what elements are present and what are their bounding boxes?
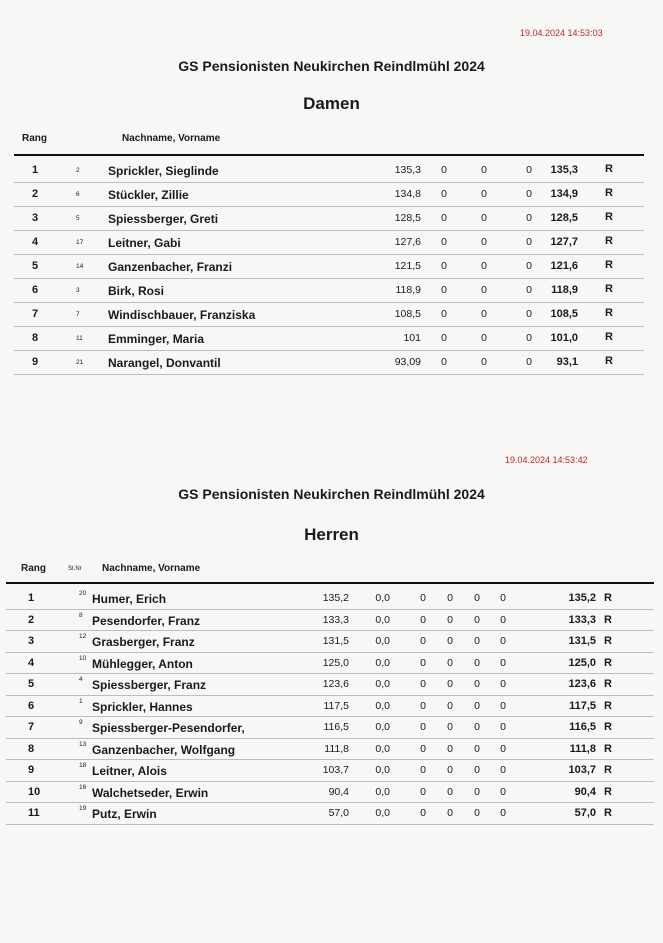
cell-zero: 0 <box>447 699 453 712</box>
cell-deduction: 0,0 <box>375 785 390 798</box>
cell-total: 131,5 <box>568 635 596 647</box>
cell-zero: 0 <box>500 678 506 690</box>
cell-zero: 0 <box>481 284 487 296</box>
cell-name: Spiessberger-Pesendorfer, <box>92 721 245 735</box>
cell-zero: 0 <box>500 721 506 733</box>
cell-start-no: 19 <box>79 805 87 812</box>
cell-start-no: 17 <box>76 239 84 246</box>
cell-zero: 0 <box>526 332 532 344</box>
cell-zero: 0 <box>420 742 426 755</box>
table-row <box>6 630 654 653</box>
cell-start-no: 3 <box>76 287 80 294</box>
herren-table <box>6 587 654 827</box>
damen-header-rule <box>14 154 644 156</box>
cell-rank: 5 <box>28 678 35 690</box>
cell-total: 101,0 <box>550 332 578 344</box>
cell-zero: 0 <box>447 678 453 690</box>
cell-total: 93,1 <box>556 356 578 368</box>
cell-deduction: 0,0 <box>375 742 390 755</box>
table-row <box>6 738 654 761</box>
cell-name: Mühlegger, Anton <box>92 656 193 671</box>
cell-zero: 0 <box>474 742 480 755</box>
cell-total: 125,0 <box>568 656 596 669</box>
cell-total: 117,5 <box>569 699 596 712</box>
cell-start-no: 18 <box>79 762 87 769</box>
cell-name: Ganzenbacher, Franzi <box>108 260 233 274</box>
cell-total: 103,7 <box>568 764 596 776</box>
cell-start-no: 14 <box>76 263 84 270</box>
cell-zero: 0 <box>447 764 453 776</box>
cell-score: 103,7 <box>322 764 349 776</box>
cell-start-no: 4 <box>79 676 83 683</box>
cell-flag: R <box>605 307 613 319</box>
cell-zero: 0 <box>526 308 532 320</box>
cell-zero: 0 <box>447 592 453 604</box>
cell-zero: 0 <box>500 742 506 755</box>
cell-total: 90,4 <box>574 785 596 798</box>
herren-col-name: Nachname, Vorname <box>102 563 201 574</box>
cell-rank: 8 <box>32 332 39 344</box>
cell-total: 108,5 <box>550 308 578 320</box>
cell-rank: 6 <box>28 699 35 712</box>
cell-zero: 0 <box>420 678 426 690</box>
cell-zero: 0 <box>526 212 532 224</box>
cell-rank: 4 <box>28 656 35 669</box>
cell-zero: 0 <box>420 807 426 819</box>
table-row <box>14 182 644 207</box>
cell-rank: 6 <box>32 284 39 296</box>
cell-zero: 0 <box>474 592 480 604</box>
cell-total: 121,6 <box>550 260 578 272</box>
cell-start-no: 6 <box>76 191 80 198</box>
cell-score: 90,4 <box>328 785 349 798</box>
cell-zero: 0 <box>526 284 532 296</box>
cell-zero: 0 <box>420 656 426 669</box>
cell-zero: 0 <box>526 188 532 200</box>
cell-name: Windischbauer, Franziska <box>108 308 256 322</box>
cell-zero: 0 <box>474 656 480 669</box>
cell-start-no: 13 <box>79 740 87 748</box>
cell-deduction: 0,0 <box>375 635 390 647</box>
cell-deduction: 0,0 <box>375 656 390 669</box>
table-row <box>14 158 644 183</box>
cell-start-no: 12 <box>79 633 87 640</box>
cell-flag: R <box>604 678 612 690</box>
cell-total: 135,2 <box>568 592 596 604</box>
cell-name: Spiessberger, Greti <box>108 212 219 226</box>
cell-name: Walchetseder, Erwin <box>92 785 209 800</box>
cell-zero: 0 <box>481 188 487 200</box>
cell-rank: 9 <box>28 764 35 776</box>
cell-flag: R <box>605 355 613 367</box>
cell-score: 128,5 <box>394 212 421 224</box>
herren-col-stnr: St.Nr <box>68 566 82 572</box>
cell-zero: 0 <box>441 164 447 176</box>
table-row <box>6 802 654 825</box>
cell-flag: R <box>605 235 613 247</box>
cell-score: 111,8 <box>324 742 349 755</box>
cell-name: Sprickler, Hannes <box>92 699 193 714</box>
cell-rank: 2 <box>28 613 35 626</box>
cell-flag: R <box>604 785 612 798</box>
cell-score: 57,0 <box>328 807 349 819</box>
cell-name: Leitner, Gabi <box>108 236 181 250</box>
cell-zero: 0 <box>441 260 447 272</box>
cell-score: 127,6 <box>394 236 421 248</box>
cell-zero: 0 <box>441 236 447 248</box>
cell-zero: 0 <box>474 678 480 690</box>
cell-start-no: 16 <box>79 783 87 791</box>
cell-rank: 8 <box>28 742 35 755</box>
cell-rank: 10 <box>28 785 41 798</box>
cell-deduction: 0,0 <box>375 807 390 819</box>
cell-flag: R <box>604 807 612 819</box>
cell-total: 133,3 <box>568 613 596 626</box>
cell-rank: 4 <box>32 236 39 248</box>
cell-zero: 0 <box>420 764 426 776</box>
cell-zero: 0 <box>526 236 532 248</box>
cell-name: Stückler, Zillie <box>108 188 189 202</box>
cell-rank: 1 <box>28 592 35 604</box>
cell-score: 117,5 <box>323 699 349 712</box>
cell-zero: 0 <box>500 613 506 626</box>
cell-score: 135,2 <box>322 592 349 604</box>
cell-zero: 0 <box>441 308 447 320</box>
cell-deduction: 0,0 <box>375 678 390 690</box>
cell-rank: 9 <box>32 356 39 368</box>
cell-score: 131,5 <box>322 635 349 647</box>
cell-zero: 0 <box>447 742 453 755</box>
cell-zero: 0 <box>500 592 506 604</box>
cell-name: Birk, Rosi <box>108 284 165 298</box>
cell-flag: R <box>604 635 612 647</box>
cell-start-no: 5 <box>76 215 80 222</box>
cell-zero: 0 <box>526 356 532 368</box>
cell-deduction: 0,0 <box>375 613 390 626</box>
cell-rank: 7 <box>28 721 35 733</box>
cell-zero: 0 <box>526 164 532 176</box>
cell-zero: 0 <box>500 764 506 776</box>
cell-zero: 0 <box>420 613 426 626</box>
table-row <box>14 230 644 255</box>
cell-start-no: 20 <box>79 590 87 597</box>
damen-col-name: Nachname, Vorname <box>122 133 221 144</box>
cell-zero: 0 <box>447 785 453 798</box>
cell-zero: 0 <box>420 699 426 712</box>
cell-zero: 0 <box>474 764 480 776</box>
cell-total: 123,6 <box>568 678 596 690</box>
table-row <box>6 716 654 739</box>
cell-flag: R <box>605 211 613 223</box>
cell-name: Putz, Erwin <box>92 807 157 821</box>
damen-title: GS Pensionisten Neukirchen Reindlmühl 2024 <box>178 58 485 74</box>
cell-rank: 2 <box>32 188 39 200</box>
cell-zero: 0 <box>500 785 506 798</box>
cell-score: 118,9 <box>395 284 421 296</box>
cell-score: 116,5 <box>323 721 349 733</box>
cell-zero: 0 <box>420 721 426 733</box>
cell-zero: 0 <box>474 807 480 819</box>
cell-score: 125,0 <box>322 656 349 669</box>
cell-rank: 7 <box>32 308 39 320</box>
cell-flag: R <box>604 699 612 712</box>
cell-flag: R <box>604 764 612 776</box>
cell-zero: 0 <box>420 785 426 798</box>
cell-zero: 0 <box>481 164 487 176</box>
cell-start-no: 10 <box>79 654 87 662</box>
cell-zero: 0 <box>526 260 532 272</box>
cell-total: 134,9 <box>550 188 578 200</box>
table-row <box>14 350 644 375</box>
cell-score: 134,8 <box>394 188 421 200</box>
cell-flag: R <box>604 592 612 604</box>
cell-zero: 0 <box>441 332 447 344</box>
cell-zero: 0 <box>481 308 487 320</box>
cell-zero: 0 <box>474 721 480 733</box>
cell-zero: 0 <box>441 356 447 368</box>
cell-name: Spiessberger, Franz <box>92 678 207 692</box>
herren-timestamp: 19.04.2024 14:53:42 <box>505 455 588 465</box>
table-row <box>6 695 654 718</box>
cell-score: 133,3 <box>322 613 349 626</box>
cell-zero: 0 <box>474 699 480 712</box>
herren-col-rang: Rang <box>21 563 46 574</box>
cell-rank: 11 <box>28 807 40 819</box>
cell-rank: 3 <box>32 212 39 224</box>
cell-zero: 0 <box>441 284 447 296</box>
cell-start-no: 8 <box>79 611 83 619</box>
cell-start-no: 1 <box>79 697 83 705</box>
cell-zero: 0 <box>420 635 426 647</box>
cell-zero: 0 <box>447 635 453 647</box>
cell-score: 121,5 <box>394 260 421 272</box>
damen-timestamp: 19.04.2024 14:53:03 <box>520 28 603 38</box>
cell-deduction: 0,0 <box>375 721 390 733</box>
cell-flag: R <box>605 331 613 343</box>
cell-flag: R <box>604 613 612 626</box>
cell-zero: 0 <box>474 635 480 647</box>
table-row <box>6 759 654 782</box>
cell-rank: 1 <box>32 164 39 176</box>
cell-score: 135,3 <box>394 164 421 176</box>
cell-zero: 0 <box>447 807 453 819</box>
cell-deduction: 0,0 <box>375 764 390 776</box>
cell-flag: R <box>605 163 613 175</box>
herren-heading: Herren <box>304 525 359 544</box>
cell-zero: 0 <box>441 212 447 224</box>
cell-total: 135,3 <box>550 164 578 176</box>
cell-name: Ganzenbacher, Wolfgang <box>92 742 236 757</box>
cell-zero: 0 <box>481 356 487 368</box>
cell-name: Leitner, Alois <box>92 764 167 778</box>
cell-rank: 5 <box>32 260 39 272</box>
cell-rank: 3 <box>28 635 35 647</box>
cell-zero: 0 <box>481 332 487 344</box>
cell-total: 111,8 <box>569 742 596 755</box>
cell-zero: 0 <box>481 260 487 272</box>
cell-total: 127,7 <box>550 236 578 248</box>
damen-table <box>14 158 644 374</box>
table-row <box>14 206 644 231</box>
table-row <box>14 302 644 327</box>
cell-total: 118,9 <box>551 284 578 296</box>
cell-deduction: 0,0 <box>375 592 390 604</box>
cell-start-no: 9 <box>79 719 83 726</box>
cell-zero: 0 <box>474 785 480 798</box>
cell-name: Emminger, Maria <box>108 332 205 346</box>
cell-name: Narangel, Donvantil <box>108 356 221 370</box>
table-row <box>14 278 644 303</box>
table-row <box>6 609 654 632</box>
cell-start-no: 2 <box>76 167 80 174</box>
cell-total: 128,5 <box>550 212 578 224</box>
cell-start-no: 21 <box>76 359 84 366</box>
cell-deduction: 0,0 <box>375 699 390 712</box>
cell-flag: R <box>604 656 612 669</box>
cell-flag: R <box>604 721 612 733</box>
cell-zero: 0 <box>447 721 453 733</box>
cell-flag: R <box>605 259 613 271</box>
herren-title: GS Pensionisten Neukirchen Reindlmühl 2024 <box>178 486 485 502</box>
cell-score: 93,09 <box>394 356 421 368</box>
damen-heading: Damen <box>303 94 360 113</box>
cell-zero: 0 <box>447 613 453 626</box>
table-row <box>6 781 654 804</box>
table-row <box>6 652 654 675</box>
cell-start-no: 11 <box>76 335 83 342</box>
cell-score: 123,6 <box>322 678 349 690</box>
cell-zero: 0 <box>500 807 506 819</box>
table-row <box>6 673 654 696</box>
cell-zero: 0 <box>500 699 506 712</box>
cell-name: Humer, Erich <box>92 592 167 606</box>
cell-zero: 0 <box>500 656 506 669</box>
cell-total: 116,5 <box>569 721 596 733</box>
damen-col-rang: Rang <box>22 133 47 144</box>
cell-flag: R <box>605 283 613 295</box>
cell-zero: 0 <box>474 613 480 626</box>
cell-score: 108,5 <box>394 308 421 320</box>
cell-score: 101 <box>403 332 421 344</box>
cell-zero: 0 <box>500 635 506 647</box>
table-row <box>14 326 644 351</box>
cell-start-no: 7 <box>76 311 80 318</box>
table-row <box>14 254 644 279</box>
cell-zero: 0 <box>447 656 453 669</box>
cell-name: Grasberger, Franz <box>92 635 195 649</box>
cell-zero: 0 <box>420 592 426 604</box>
herren-header-rule <box>6 582 654 584</box>
cell-flag: R <box>605 187 613 199</box>
cell-name: Pesendorfer, Franz <box>92 613 201 628</box>
cell-zero: 0 <box>481 236 487 248</box>
cell-flag: R <box>604 742 612 755</box>
table-row <box>6 587 654 610</box>
cell-zero: 0 <box>481 212 487 224</box>
cell-zero: 0 <box>441 188 447 200</box>
cell-name: Sprickler, Sieglinde <box>108 164 219 178</box>
cell-total: 57,0 <box>574 807 596 819</box>
